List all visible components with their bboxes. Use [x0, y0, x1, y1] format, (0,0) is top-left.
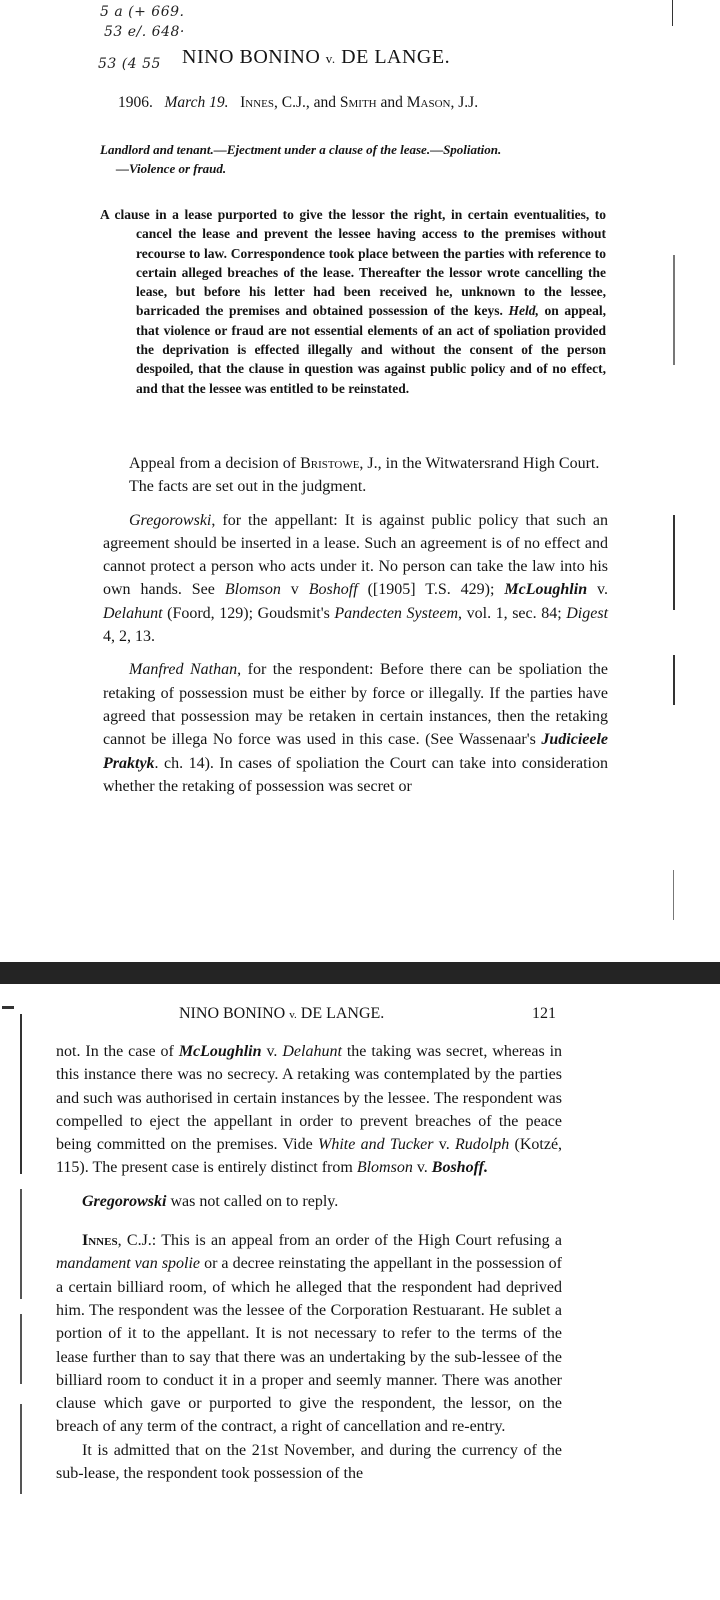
running-head-appellant: NINO BONINO [179, 1005, 286, 1022]
holding-held-label: Held, [508, 303, 539, 319]
case-rudolph: Rudolph [455, 1136, 510, 1154]
headnote-line-1: Landlord and tenant.—Ejectment under a clause of the lease.—Spoliation. [100, 142, 502, 157]
case-delahunt: Delahunt [282, 1043, 342, 1060]
continuation-text: (Kotzé, 115). The present case is entirely distinct from [56, 1136, 563, 1177]
versus: v [290, 581, 299, 599]
page-separator [0, 962, 720, 984]
dateline [118, 94, 478, 112]
case-mcloughlin: McLoughlin [178, 1043, 262, 1060]
running-head-respondent: DE LANGE. [300, 1005, 385, 1022]
judge-bristowe: Bristowe [300, 455, 360, 472]
page-1-body [103, 452, 608, 798]
case-mcloughlin: McLoughlin [504, 581, 588, 599]
book-digest: Digest [566, 604, 609, 622]
case-blomson: Blomson [224, 581, 281, 599]
scan-margin-mark [673, 255, 675, 365]
versus: v. [416, 1159, 428, 1177]
book-judicieele-praktyk: Judicieele Praktyk [103, 731, 609, 772]
dateline-date: March 19. [164, 94, 229, 111]
holding-decision: on appeal, that violence or fraud are not essential elements of an act of spoliation provided the deprivation is effected illegally and without the consent of the person despoiled, that the clause in question was against public policy and of no effect, and that the lessee was entitled to be reinstated. [136, 303, 606, 396]
dateline-suffix: , J.J. [450, 94, 479, 111]
respondent-argument [103, 658, 608, 798]
continuation-text: the taking was secret, whereas in this instance there was no secrecy. A retaking was contemplated by the parties and such was authorised in certain instances by the lessee. The respondent was compelled to eject the appellant in order to prevent breaches of the peace being committed on the premises. Vide [56, 1043, 563, 1154]
scan-margin-mark [20, 1014, 22, 1174]
scan-margin-mark [2, 1006, 14, 1009]
dateline-and: and [380, 94, 403, 111]
case-blomson: Blomson [356, 1159, 413, 1177]
dateline-text: , C.J., and [274, 94, 337, 111]
scan-margin-mark [20, 1314, 22, 1384]
citation: ([1905] T.S. 429); [367, 581, 495, 599]
scan-margin-mark [20, 1404, 22, 1494]
scan-margin-mark [673, 870, 674, 920]
appeal-court: , J., in the Witwatersrand High Court. [359, 455, 600, 472]
judgment-paragraph [56, 1229, 562, 1439]
page-2-body [56, 1040, 562, 1485]
appellant-argument [103, 509, 608, 649]
running-head-versus: v. [289, 1009, 297, 1021]
judge-smith: Smith [339, 94, 377, 111]
appeal-paragraph [103, 452, 608, 475]
headnote [100, 140, 606, 178]
case-boshoff: Boshoff [308, 581, 358, 599]
final-paragraph: It is admitted that on the 21st November, and during the currency of the sub-lease, the respondent took possession of the [56, 1441, 562, 1483]
scan-margin-mark [672, 0, 673, 26]
case-title [182, 46, 450, 69]
case-delahunt: Delahunt [103, 604, 163, 622]
continuation-text: not. In the case of [56, 1043, 174, 1060]
citation: (Foord, 129); Goudsmit's [167, 604, 330, 622]
running-head [179, 1005, 384, 1023]
term-mandament-van-spolie: mandament van spolie [56, 1255, 201, 1273]
versus: v. [266, 1043, 278, 1060]
counsel-gregorowski: Gregorowski [129, 511, 212, 529]
holding-facts: A clause in a lease purported to give the lessor the right, in certain eventualities, to cancel the lease and prevent the lessee having access to the premises without recourse to law. Correspondence took place between the parties with reference to certain alleged breaches of the lease. Thereafter the lessor wrote cancelling the lease, but before his letter had been received he, unknown to the lessee, barricaded the premises and obtained possession of the keys. [100, 207, 606, 319]
title-appellant: NINO BONINO [182, 46, 321, 68]
judge-mason: Mason [406, 94, 451, 111]
handwritten-note-1: 5 a (+ 669. [100, 4, 185, 20]
book-pandecten: Pandecten Systeem [334, 604, 459, 622]
title-respondent: DE LANGE. [341, 46, 451, 68]
scan-margin-mark [673, 655, 675, 705]
headnote-line-2: —Violence or fraud. [116, 161, 227, 176]
appellant-argument-text: , for the appellant: It is against public policy that such an agreement should be inserted in a lease. Such an agreement is of no effect and cannot protect a person who acts under it. No person can take the law into his own hands. See [103, 511, 608, 599]
reply-text: was not called on to reply. [170, 1192, 339, 1210]
case-boshoff: Boshoff. [431, 1159, 488, 1177]
versus: v. [597, 581, 609, 599]
counsel-gregorowski: Gregorowski [82, 1192, 167, 1210]
appeal-text: Appeal from a decision of [129, 455, 297, 472]
citation: 4, 2, 13. [103, 628, 155, 646]
reply-paragraph [56, 1190, 562, 1213]
respondent-argument-cont: . ch. 14). In cases of spoliation the Court can take into consideration whether the retaking of possession was secret or [103, 754, 608, 795]
holding-paragraph [100, 205, 606, 398]
handwritten-note-3: 53 (4 55 [98, 56, 161, 72]
judgment-text: , C.J.: This is an appeal from an order of the High Court refusing a [117, 1232, 562, 1250]
title-versus: v. [325, 51, 336, 66]
respondent-argument-text: , for the respondent: Before there can be spoliation the retaking of possession must be either by force or illegally. If the parties have agreed that possession may be retaken in certain instances, then the retaking cannot be illega No force was used in this case. (See Wassenaar's [103, 661, 609, 749]
citation: , vol. 1, sec. 84; [458, 604, 562, 622]
page-number: 121 [532, 1005, 556, 1022]
dateline-year: 1906. [118, 94, 153, 111]
judge-innes: Innes [240, 94, 275, 111]
scan-margin-mark [20, 1189, 22, 1299]
judgment-text-cont: or a decree reinstating the appellant in the possession of a certain billiard room, of which he alleged that the respondent had deprived him. The respondent was the lessee of the Corporation Restuarant. He sublet a portion of it to the appellant. It is not necessary to refer to the terms of the lease further than to say that there was an undertaking by the sub-lessee of the billiard room to conduct it in a proper and seemly manner. There was another clause which gave or purported to give the respondent, the lessor, on the breach of any term of the contract, a right of cancellation and re-entry. [56, 1255, 562, 1436]
scan-margin-mark [673, 515, 675, 610]
versus: v. [438, 1136, 450, 1154]
facts-paragraph: The facts are set out in the judgment. [129, 478, 367, 496]
counsel-nathan: Manfred Nathan [129, 661, 238, 679]
argument-continuation [56, 1040, 562, 1180]
judge-innes: Innes [82, 1232, 118, 1250]
case-white-tucker: White and Tucker [317, 1136, 434, 1154]
handwritten-note-2: 53 e/. 648· [104, 24, 185, 40]
